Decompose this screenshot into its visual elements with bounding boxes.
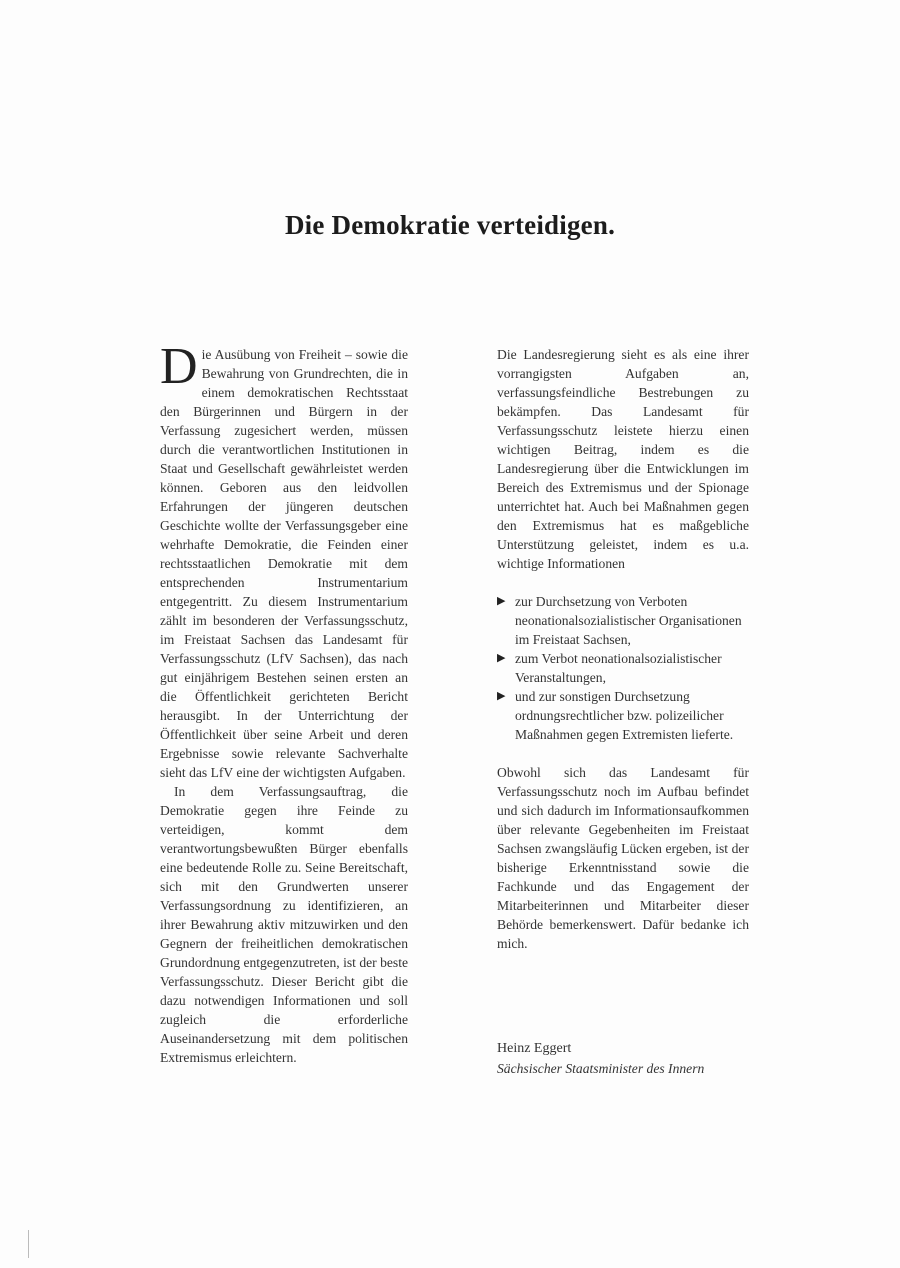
right-column [497, 345, 749, 953]
intro-paragraph-text: ie Ausübung von Freiheit – sowie die Bewahrung von Grundrechten, die in einem demokratischen Rechtsstaat den Bürgerinnen und Bürgern in der Verfassung zugesichert werden, müssen durch die verantwortlichen Institutionen in Staat und Gesellschaft gewährleistet werden können. Geboren aus den leidvollen Erfahrungen der jüngeren deutschen Geschichte wollte der Verfassungsgeber eine wehrhafte Demokratie, die Feinden einer rechtsstaatlichen Demokratie mit dem entsprechenden Instrumentarium entgegentritt. Zu diesem Instrumentarium zählt im besonderen der Verfassungsschutz, im Freistaat Sachsen das Landesamt für Verfassungsschutz (LfV Sachsen), das nach gut einjährigem Bestehen seinen ersten an die Öffentlichkeit gerichteten Bericht herausgibt. In der Unterrichtung der Öffentlichkeit über seine Arbeit und deren Ergebnisse sowie relevante Sachverhalte sieht das LfV eine der wichtigsten Aufgaben. [160, 347, 408, 780]
page-title: Die Demokratie verteidigen. [284, 210, 616, 240]
triangle-right-icon: ▶ [497, 652, 506, 664]
drop-cap: D [160, 338, 198, 395]
intro-paragraph [160, 338, 408, 782]
body-paragraph: Obwohl sich das Landesamt für Verfassungsschutz noch im Aufbau befindet und sich dadurch im Informationsaufkommen über relevante Gegebenheiten im Freistaat Sachsen zwangsläufig Lücken ergeben, ist der bisherige Erkenntnisstand sowie die Fachkunde und das Engagement der Mitarbeiterinnen und Mitarbeiter dieser Behörde bemerkenswert. Dafür bedanke ich mich. [497, 765, 749, 951]
list-item: ▶ zum Verbot neonationalsozialistischer Veranstaltungen, [497, 651, 722, 685]
spacer [497, 573, 749, 592]
signature-name: Heinz Eggert [497, 1041, 572, 1056]
triangle-right-icon: ▶ [497, 690, 506, 702]
left-column [160, 338, 409, 1067]
body-paragraph: Die Landesregierung sieht es als eine ihrer vorrangigsten Aufgaben an, verfassungsfeindliche Bestrebungen zu bekämpfen. Das Landesamt für Verfassungsschutz leistete hierzu einen wichtigen Beitrag, indem es die Landesregierung über die Entwicklungen im Bereich des Extremismus und der Spionage unterrichtet hat. Auch bei Maßnahmen gegen den Extremismus hat es maßgebliche Unterstützung geleistet, indem es u.a. wichtige Informationen [497, 347, 749, 571]
spacer [497, 744, 749, 763]
signature-role: Sächsischer Staatsminister des Innern [497, 1061, 705, 1076]
triangle-right-icon: ▶ [497, 595, 506, 607]
body-paragraph: In dem Verfassungsauftrag, die Demokratie gegen ihre Feinde zu verteidigen, kommt dem verantwortungsbewußten Bürger ebenfalls eine bedeutende Rolle zu. Seine Bereitschaft, sich mit den Grundwerten unserer Verfassungsordnung zu identifizieren, an ihrer Bewahrung aktiv mitzuwirken und den Gegnern der freiheitlichen demokratischen Grundordnung entgegenzutreten, ist der beste Verfassungsschutz. Dieser Bericht gibt die dazu notwendigen Informationen und soll zugleich die erforderliche Auseinandersetzung mit dem politischen Extremismus erleichtern. [160, 784, 409, 1065]
list-item: ▶ zur Durchsetzung von Verboten neonationalsozialistischer Organisationen im Freistaat Sachsen, [497, 594, 742, 647]
list-item: ▶ und zur sonstigen Durchsetzung ordnungsrechtlicher bzw. polizeilicher Maßnahmen gegen Extremisten lieferte. [497, 689, 734, 742]
scan-edge-mark [28, 1230, 29, 1258]
bullet-list [497, 592, 749, 744]
